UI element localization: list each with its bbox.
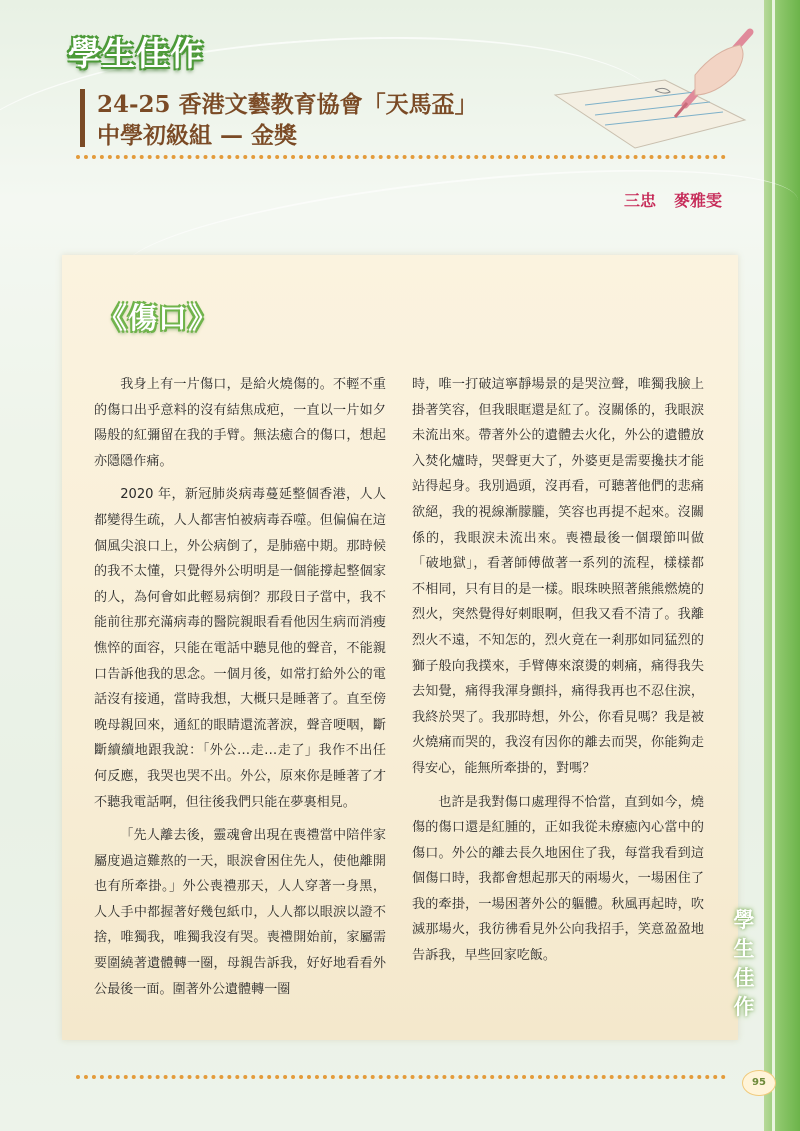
section-title: 學生佳作	[68, 34, 204, 73]
essay-paragraph: 時，唯一打破這寧靜場景的是哭泣聲，唯獨我臉上掛著笑容，但我眼眶還是紅了。沒關係的，我眼淚未流出來。帶著外公的遺體去火化，外公的遺體放入焚化爐時，哭聲更大了，外婆更是需要攙扶才能站得起身。我別過頭，沒再看，可聽著他們的悲痛欲絕，我的視線漸朦朧，笑容也再提不起來。沒關係的，我眼淚未流出來。喪禮最後一個環節叫做「破地獄」，看著師傅做著一系列的流程，樣樣都不相同，只有目的是一樣。眼珠映照著熊熊燃燒的烈火，突然覺得好刺眼啊，但我又看不清了。我離烈火不遠，不知怎的，烈火竟在一剎那如同猛烈的獅子般向我撲來，手臂傳來滾燙的刺痛，痛得我失去知覺，痛得我渾身顫抖，痛得我再也不忍住淚，我終於哭了。我那時想，外公，你看見嗎？我是被火燒痛而哭的，我沒有因你的離去而哭，你能夠走得安心，能無所牽掛的，對嗎？	[412, 377, 704, 776]
dotted-divider	[76, 155, 726, 159]
side-label-char: 生	[733, 936, 755, 961]
page-number: 95	[742, 1070, 776, 1096]
dotted-divider	[76, 1075, 726, 1079]
award-title-line-1: 24-25 香港文藝教育協會「天馬盃」	[97, 91, 478, 118]
side-label-char: 作	[733, 994, 755, 1019]
essay-paragraph: 2020 年，新冠肺炎病毒蔓延整個香港，人人都變得生疏，人人都害怕被病毒吞噬。但偏偏在這個風尖浪口上，外公病倒了，是肺癌中期。那時候的我不太懂，只覺得外公明明是一個能撐起整個家的人，為何會如此輕易病倒？那段日子當中，我不能前往那充滿病毒的醫院親眼看看他因生病而消瘦憔悴的面容，只能在電話中聽見他的聲音，不能親口告訴他我的思念。一個月後，如常打給外公的電話沒有接通，當時我想，大概只是睡著了。直至傍晚母親回來，通紅的眼睛還流著淚，聲音哽咽，斷斷續續地跟我說：「外公…走…走了」我作不出任何反應，我哭也哭不出。外公，原來你是睡著了才不聽我電話啊，但往後我們只能在夢裏相見。	[94, 487, 386, 810]
author-school: 三忠	[623, 191, 656, 210]
side-vertical-label	[724, 905, 764, 1021]
side-label-char: 學	[733, 907, 755, 932]
author-credit	[624, 188, 722, 211]
essay-paragraph: 我身上有一片傷口，是給火燒傷的。不輕不重的傷口出乎意料的沒有結焦成疤，一直以一片如夕陽般的紅彌留在我的手臂。無法癒合的傷口，想起亦隱隱作痛。	[94, 377, 386, 469]
essay-paragraph: 也許是我對傷口處理得不恰當，直到如今，燒傷的傷口還是紅腫的，正如我從未療癒內心當中的傷口。外公的離去長久地困住了我，每當我看到這個傷口時，我都會想起那天的兩場火，一場困住了我的牽掛，一場困著外公的軀體。秋風再起時，吹滅那場火，我彷彿看見外公向我招手，笑意盈盈地告訴我，早些回家吃飯。	[412, 794, 704, 964]
side-label-char: 佳	[733, 965, 755, 990]
pen-and-notebook-illustration	[545, 20, 760, 150]
title-accent-bar	[80, 89, 85, 147]
essay-title: 《傷口》	[98, 301, 219, 335]
essay-paragraph: 「先人離去後，靈魂會出現在喪禮當中陪伴家屬度過這難熬的一天，眼淚會困住先人，使他離開也有所牽掛。」外公喪禮那天，人人穿著一身黑，人人手中都握著好幾包紙巾，人人都以眼淚以證不捨，唯獨我，唯獨我沒有哭。喪禮開始前，家屬需要圍繞著遺體轉一圈，母親告訴我，好好地看看外公最後一面。圍著外公遺體轉一圈	[94, 828, 386, 997]
award-title-line-2: 中學初級組 — 金獎	[97, 122, 298, 149]
essay-column-left	[94, 372, 386, 1010]
essay-column-right	[412, 372, 704, 977]
side-decoration-strip	[764, 0, 800, 1131]
author-name: 麥雅雯	[673, 191, 722, 210]
